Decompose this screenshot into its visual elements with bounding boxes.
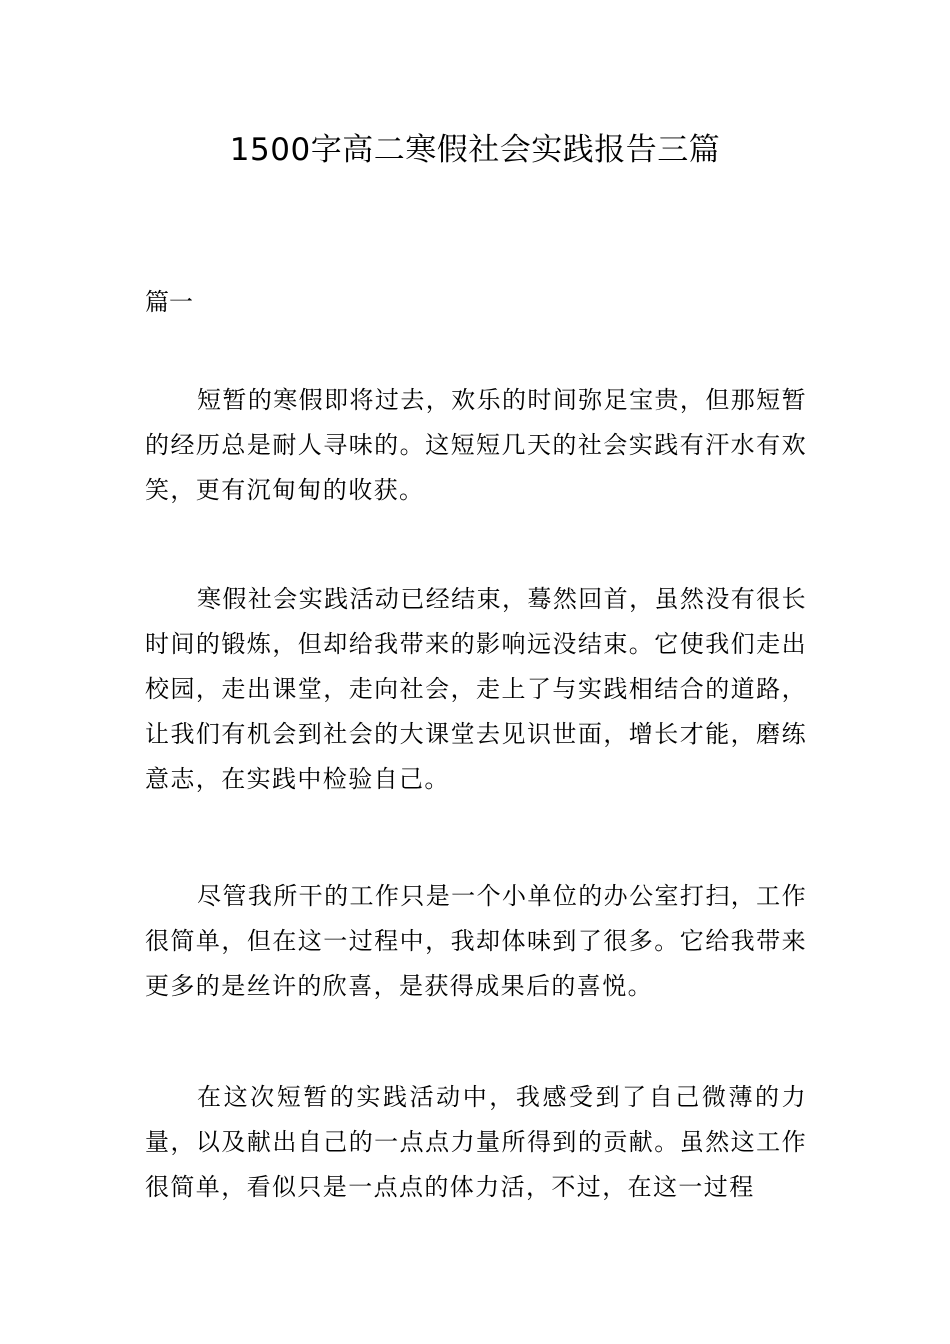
paragraph-2: 寒假社会实践活动已经结束，蓦然回首，虽然没有很长时间的锻炼，但却给我带来的影响远没结束。它使我们走出校园，走出课堂，走向社会，走上了与实践相结合的道路，让我们有机会到社会的大课堂去见识世面，增长才能，磨练意志，在实践中检验自己。 [145,585,807,793]
paragraph-4: 在这次短暂的实践活动中，我感受到了自己微薄的力量，以及献出自己的一点点力量所得到的贡献。虽然这工作很简单，看似只是一点点的体力活，不过，在这一过程 [145,1083,807,1201]
paragraph-3: 尽管我所干的工作只是一个小单位的办公室打扫，工作很简单，但在这一过程中，我却体味到了很多。它给我带来更多的是丝许的欣喜，是获得成果后的喜悦。 [145,882,807,1000]
section-label: 篇一 [145,288,193,316]
document-title: 1500字高二寒假社会实践报告三篇 [229,132,721,168]
paragraph-1: 短暂的寒假即将过去，欢乐的时间弥足宝贵，但那短暂的经历总是耐人寻味的。这短短几天的社会实践有汗水有欢笑，更有沉甸甸的收获。 [145,386,807,504]
